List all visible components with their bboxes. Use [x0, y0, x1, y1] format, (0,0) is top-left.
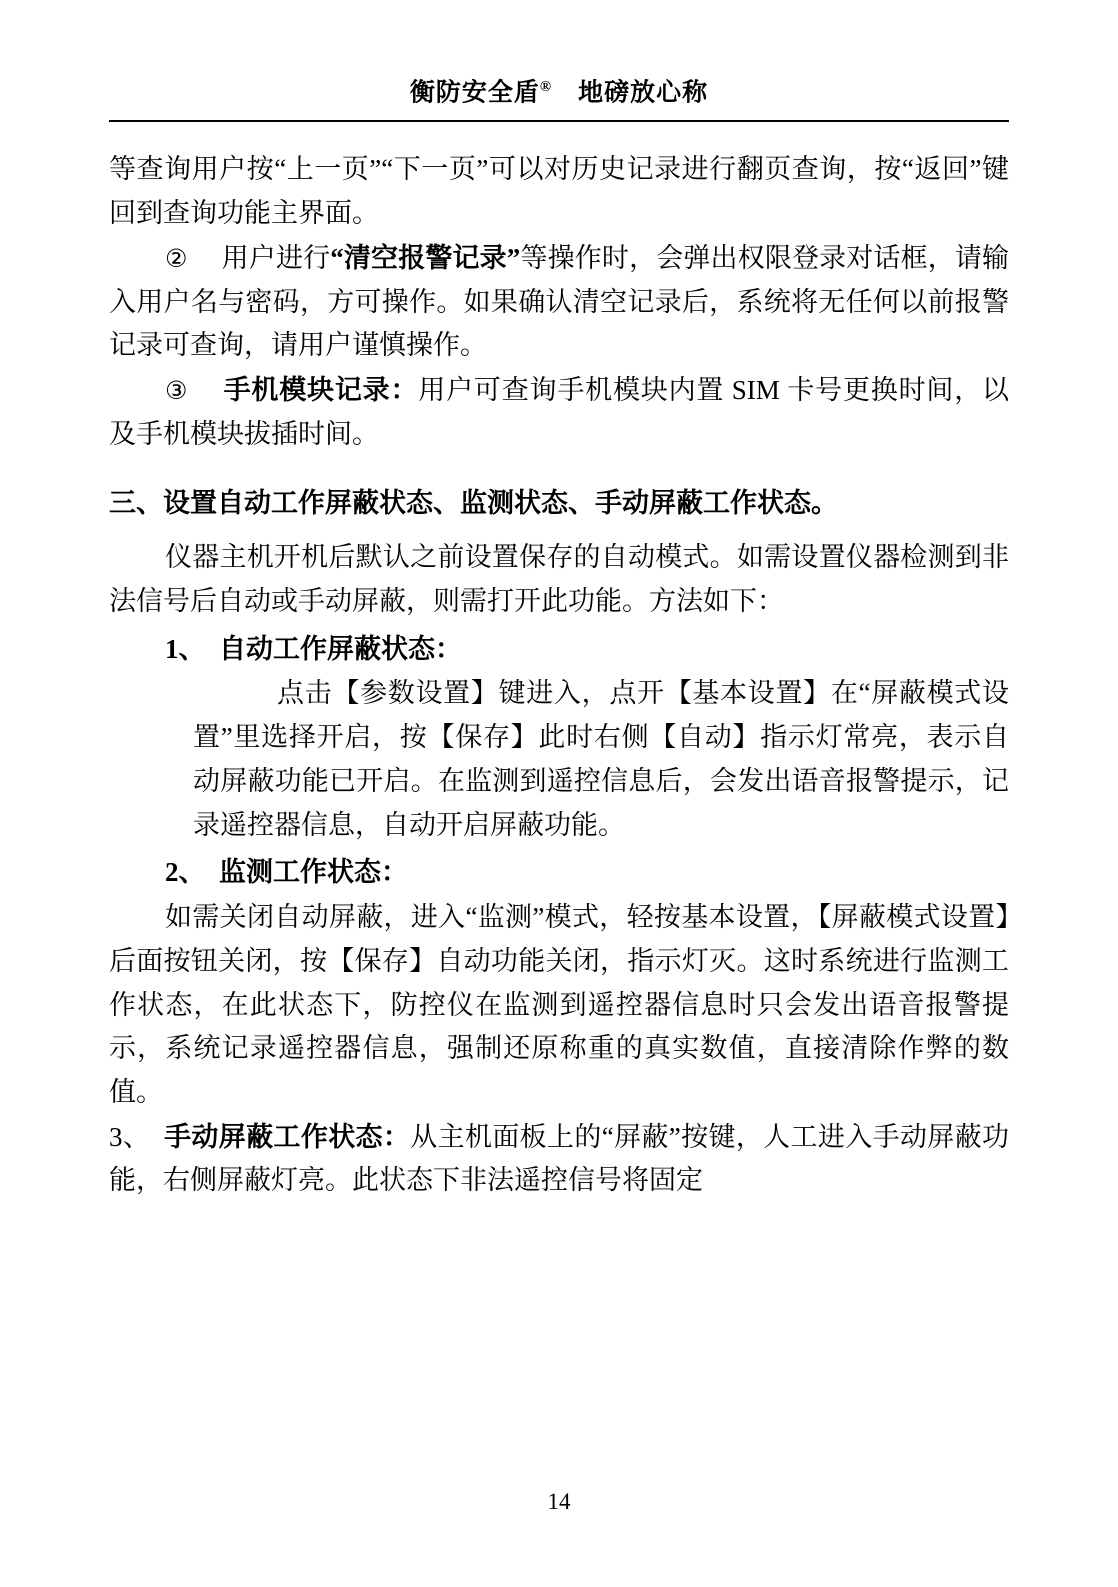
list-item-2	[109, 237, 1009, 368]
subsection-3-marker: 3、	[109, 1121, 137, 1152]
subsection-1-body: 点击【参数设置】键进入，点开【基本设置】在“屏蔽模式设置”里选择开启，按【保存】此时右侧【自动】指示灯常亮，表示自动屏蔽功能已开启。在监测到遥控信息后，会发出语音报警提示，记录遥控器信息，自动开启屏蔽功能。	[193, 678, 1009, 840]
item-3-marker: ③	[165, 376, 189, 405]
subsection-2-title: 2、 监测工作状态：	[165, 857, 408, 888]
section-three-intro: 仪器主机开机后默认之前设置保存的自动模式。如需设置仪器检测到非法信号后自动或手动屏蔽，则需打开此功能。方法如下：	[109, 542, 1009, 616]
page-number: 14	[547, 1489, 571, 1514]
item-3-emphasis: 手机模块记录：	[223, 375, 419, 405]
page-content	[109, 122, 1009, 1203]
paragraph-continued: 等查询用户按“上一页”“下一页”可以对历史记录进行翻页查询，按“返回”键回到查询功能主界面。	[109, 154, 1009, 229]
item-2-emphasis: “清空报警记录”	[330, 242, 521, 273]
subsection-3-rest: 从主机面板上的“屏蔽”按键，人工进入手动屏蔽功能，右侧屏蔽灯亮。此状态下非法遥控信号将固定	[109, 1121, 1010, 1196]
list-item-3	[109, 369, 1009, 456]
subsection-3-emphasis: 手动屏蔽工作状态：	[164, 1121, 411, 1152]
subsection-3	[109, 1116, 1009, 1203]
item-3-rest: 用户可查询手机模块内置 SIM 卡号更换时间，以及手机模块拔插时间。	[109, 375, 1010, 449]
section-heading-three: 三、设置自动工作屏蔽状态、监测状态、手动屏蔽工作状态。	[109, 488, 838, 519]
subsection-1-title: 1、 自动工作屏蔽状态：	[165, 633, 462, 664]
header-brand: 衡防安全盾	[409, 79, 540, 107]
registered-mark-icon: ®	[539, 79, 553, 95]
header-product: 地磅放心称	[578, 79, 709, 107]
page-header	[109, 78, 1009, 108]
item-2-lead: 用户进行	[221, 242, 331, 273]
item-2-rest: 等操作时，会弹出权限登录对话框，请输入用户名与密码，方可操作。如果确认清空记录后，系统将无任何以前报警记录可查询，请用户谨慎操作。	[109, 242, 1010, 361]
item-2-marker: ②	[165, 243, 188, 273]
subsection-2-body: 如需关闭自动屏蔽，进入“监测”模式，轻按基本设置，【屏蔽模式设置】后面按钮关闭，按【保存】自动功能关闭，指示灯灭。这时系统进行监测工作状态，在此状态下，防控仪在监测到遥控器信息时只会发出语音报警提示，系统记录遥控器信息，强制还原称重的真实数值，直接清除作弊的数值。	[109, 902, 1009, 1108]
